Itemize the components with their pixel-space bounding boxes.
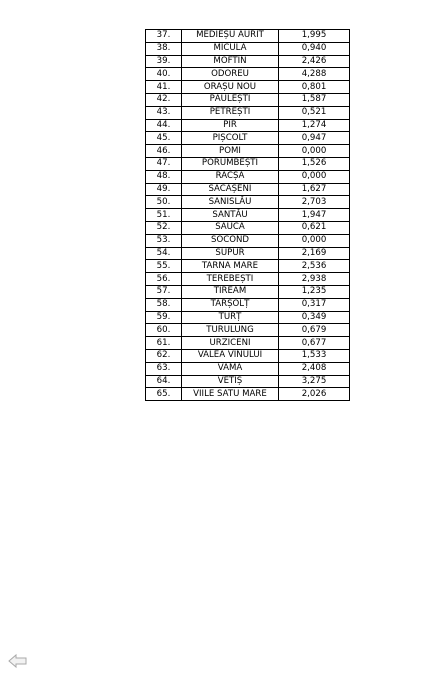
locality-name-cell: POMI bbox=[182, 145, 279, 158]
value-cell: 0,521 bbox=[279, 106, 350, 119]
table-row bbox=[146, 30, 350, 43]
value-cell: 1,947 bbox=[279, 209, 350, 222]
table-row bbox=[146, 375, 350, 388]
table-row bbox=[146, 132, 350, 145]
table-row bbox=[146, 183, 350, 196]
row-number-cell: 58. bbox=[146, 298, 182, 311]
locality-name-cell: MICULA bbox=[182, 42, 279, 55]
row-number-cell: 63. bbox=[146, 362, 182, 375]
value-cell: 1,995 bbox=[279, 30, 350, 43]
locality-name-cell: MOFTIN bbox=[182, 55, 279, 68]
value-cell: 0,621 bbox=[279, 221, 350, 234]
table-row bbox=[146, 273, 350, 286]
locality-name-cell: PIȘCOLT bbox=[182, 132, 279, 145]
value-cell: 1,235 bbox=[279, 285, 350, 298]
table-row bbox=[146, 349, 350, 362]
locality-name-cell: VETIȘ bbox=[182, 375, 279, 388]
value-cell: 0,349 bbox=[279, 311, 350, 324]
table-row bbox=[146, 388, 350, 401]
locality-name-cell: PĂULEȘTI bbox=[182, 93, 279, 106]
value-cell: 2,169 bbox=[279, 247, 350, 260]
locality-name-cell: MEDIEȘU AURIT bbox=[182, 30, 279, 43]
table-row bbox=[146, 311, 350, 324]
value-cell: 0,679 bbox=[279, 324, 350, 337]
row-number-cell: 61. bbox=[146, 337, 182, 350]
row-number-cell: 53. bbox=[146, 234, 182, 247]
row-number-cell: 50. bbox=[146, 196, 182, 209]
table-row bbox=[146, 81, 350, 94]
locality-name-cell: SUPUR bbox=[182, 247, 279, 260]
locality-name-cell: SĂUCA bbox=[182, 221, 279, 234]
row-number-cell: 62. bbox=[146, 349, 182, 362]
locality-name-cell: PORUMBEȘTI bbox=[182, 157, 279, 170]
value-cell: 1,627 bbox=[279, 183, 350, 196]
table-row bbox=[146, 285, 350, 298]
value-cell: 2,408 bbox=[279, 362, 350, 375]
value-cell: 0,940 bbox=[279, 42, 350, 55]
row-number-cell: 43. bbox=[146, 106, 182, 119]
row-number-cell: 60. bbox=[146, 324, 182, 337]
table-row bbox=[146, 93, 350, 106]
locality-name-cell: URZICENI bbox=[182, 337, 279, 350]
table-body bbox=[146, 30, 350, 401]
row-number-cell: 37. bbox=[146, 30, 182, 43]
locality-name-cell: TÂRȘOLȚ bbox=[182, 298, 279, 311]
row-number-cell: 41. bbox=[146, 81, 182, 94]
locality-name-cell: SANTĂU bbox=[182, 209, 279, 222]
value-cell: 4,288 bbox=[279, 68, 350, 81]
locality-name-cell: PIR bbox=[182, 119, 279, 132]
locality-name-cell: SĂCĂȘENI bbox=[182, 183, 279, 196]
locality-name-cell: ODOREU bbox=[182, 68, 279, 81]
locality-name-cell: SOCOND bbox=[182, 234, 279, 247]
value-cell: 1,533 bbox=[279, 349, 350, 362]
row-number-cell: 42. bbox=[146, 93, 182, 106]
value-cell: 2,536 bbox=[279, 260, 350, 273]
locality-name-cell: TIREAM bbox=[182, 285, 279, 298]
value-cell: 2,703 bbox=[279, 196, 350, 209]
row-number-cell: 51. bbox=[146, 209, 182, 222]
row-number-cell: 45. bbox=[146, 132, 182, 145]
table-row bbox=[146, 298, 350, 311]
table-row bbox=[146, 68, 350, 81]
row-number-cell: 57. bbox=[146, 285, 182, 298]
value-cell: 2,938 bbox=[279, 273, 350, 286]
row-number-cell: 44. bbox=[146, 119, 182, 132]
value-cell: 0,677 bbox=[279, 337, 350, 350]
table-row bbox=[146, 362, 350, 375]
row-number-cell: 65. bbox=[146, 388, 182, 401]
value-cell: 1,274 bbox=[279, 119, 350, 132]
row-number-cell: 54. bbox=[146, 247, 182, 260]
value-cell: 0,000 bbox=[279, 170, 350, 183]
locality-name-cell: ORAȘU NOU bbox=[182, 81, 279, 94]
data-table bbox=[145, 29, 350, 401]
table-row bbox=[146, 234, 350, 247]
row-number-cell: 46. bbox=[146, 145, 182, 158]
value-cell: 0,000 bbox=[279, 234, 350, 247]
locality-name-cell: TURULUNG bbox=[182, 324, 279, 337]
value-cell: 1,587 bbox=[279, 93, 350, 106]
row-number-cell: 59. bbox=[146, 311, 182, 324]
table-row bbox=[146, 247, 350, 260]
value-cell: 0,000 bbox=[279, 145, 350, 158]
table-row bbox=[146, 145, 350, 158]
row-number-cell: 38. bbox=[146, 42, 182, 55]
locality-name-cell: TURȚ bbox=[182, 311, 279, 324]
table-row bbox=[146, 42, 350, 55]
table-row bbox=[146, 260, 350, 273]
value-cell: 0,801 bbox=[279, 81, 350, 94]
value-cell: 2,426 bbox=[279, 55, 350, 68]
row-number-cell: 64. bbox=[146, 375, 182, 388]
table-row bbox=[146, 324, 350, 337]
row-number-cell: 47. bbox=[146, 157, 182, 170]
locality-name-cell: VALEA VINULUI bbox=[182, 349, 279, 362]
value-cell: 2,026 bbox=[279, 388, 350, 401]
table-row bbox=[146, 196, 350, 209]
table-row bbox=[146, 157, 350, 170]
row-number-cell: 39. bbox=[146, 55, 182, 68]
locality-name-cell: TARNA MARE bbox=[182, 260, 279, 273]
locality-name-cell: VAMA bbox=[182, 362, 279, 375]
value-cell: 0,947 bbox=[279, 132, 350, 145]
row-number-cell: 40. bbox=[146, 68, 182, 81]
back-arrow-icon[interactable] bbox=[8, 653, 28, 669]
table-row bbox=[146, 119, 350, 132]
table-row bbox=[146, 170, 350, 183]
table-row bbox=[146, 55, 350, 68]
value-cell: 3,275 bbox=[279, 375, 350, 388]
locality-name-cell: PETREȘTI bbox=[182, 106, 279, 119]
locality-name-cell: VIILE SATU MARE bbox=[182, 388, 279, 401]
row-number-cell: 49. bbox=[146, 183, 182, 196]
locality-name-cell: RACȘA bbox=[182, 170, 279, 183]
row-number-cell: 48. bbox=[146, 170, 182, 183]
value-cell: 1,526 bbox=[279, 157, 350, 170]
value-cell: 0,317 bbox=[279, 298, 350, 311]
row-number-cell: 56. bbox=[146, 273, 182, 286]
table-row bbox=[146, 209, 350, 222]
row-number-cell: 55. bbox=[146, 260, 182, 273]
table-row bbox=[146, 337, 350, 350]
locality-name-cell: TEREBEȘTI bbox=[182, 273, 279, 286]
row-number-cell: 52. bbox=[146, 221, 182, 234]
table-row bbox=[146, 106, 350, 119]
table-row bbox=[146, 221, 350, 234]
locality-name-cell: SANISLĂU bbox=[182, 196, 279, 209]
